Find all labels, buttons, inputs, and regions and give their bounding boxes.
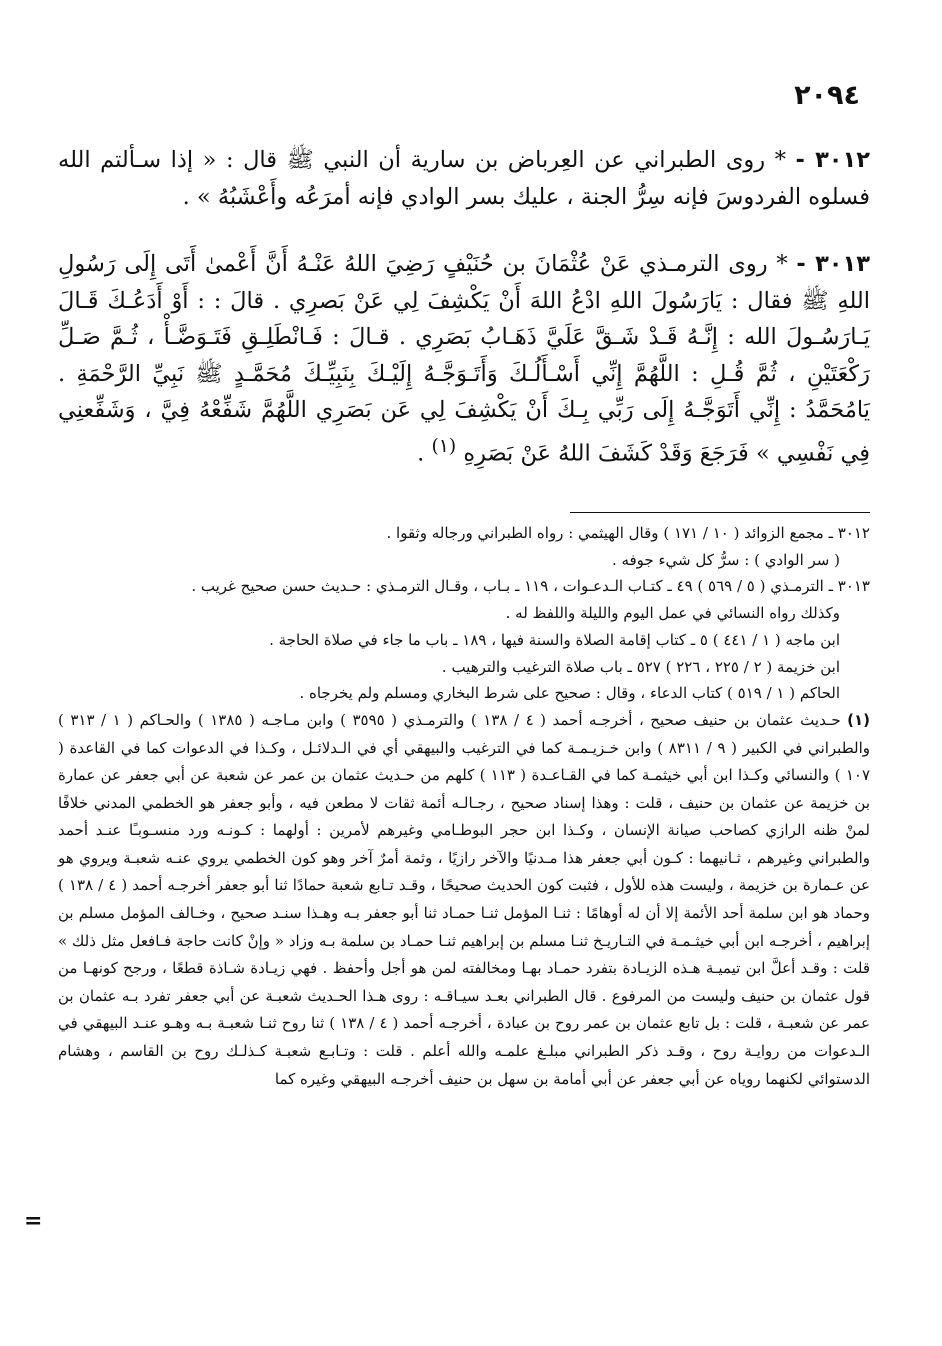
gloss-note-3012: ( سر الوادي ) : سرُّ كل شيء جوفه . xyxy=(611,550,840,569)
source-note-3013-ibn-majah: ابن ماجه ( ١ / ٤٤١ ) ٥ ـ كتاب إقامة الصلاة والسنة فيها ، ١٨٩ ـ باب ما جاء في صلاة الحاجة . xyxy=(269,630,840,649)
hadith-3013 xyxy=(58,246,870,472)
source-note-3012: ٣٠١٢ ـ مجمع الزوائد ( ١٠ / ١٧١ ) وقال الهيثمي : رواه الطبراني ورجاله وثقوا . xyxy=(386,524,870,542)
source-note-3013-ibn-khuzaymah: ابن خزيمة ( ٢ / ٢٢٥ ، ٢٢٦ ) ٥٢٧ ـ باب صلاة الترغيب والترهيب . xyxy=(441,657,840,676)
footnote-text: حـديث عثمان بن حنيف صحيح ، أخرجـه أحمد ( ٤ / ١٣٨ ) والترمـذي ( ٣٥٩٥ ) وابن مـاجـه ( ١٣٨٥ ) والحـاكم ( ١ / ٣١٣ ) والطبراني في الكبير ( ٩ / ٨٣١١ ) وابن خـزيـمـة كما في الترغيب والبيهقي أي في الـدلائـل ، وكـذا في الدعوات كما في القاعدة ( ١٠٧ ) والنسائي وكـذا ابن أبي خيثمـة كما في القـاعـدة ( ١١٣ ) كلهم من حـديث عثمان بن عمر عن شعبة عن أبي جعفر عن عمارة بن خزيمة عن عثمان بن حنيف ، قلت : وهذا إسناد صحيح ، رجـالـه أئمة ثقات لا مطعن فيه ، وأبو جعفر هو الخطمي المدني خلافًا لمنْ ظنه الرازي كصاحب صيانة الإنسان ، وكـذا ابن حجر البوطـامي وغيرهم لأمرين : أولهما : كـونـه ورد منسـوبـًا عنـد أحمد والطبراني وغيرهم ، ثـانيهما : كـون أبي جعفر هذا مـدنيًا والآخر رازيًا ، وثمة أمرٌ آخر وهو كون الخطمي يروي عنـه شعبـة ويروي هو عن عـمارة بن خزيمة ، وليست هذه للأول ، فثبت كون الحديث صحيحًا ، وقـد تـابع شعبة حمادًا ثنا أبو جعفر أخرجـه أحمد ( ٤ / ١٣٨ ) وحماد هو ابن سلمة أحد الأئمة إلا أن له أوهامًا : ثنـا المؤمل ثنـا حمـاد ثنا أبو جعفر بـه وهـذا سنـد صحيح ، وخـالف المؤمل مسلم بن إبراهيم ، أخرجـه ابن أبي خيثـمـة في التـاريـخ ثنـا مسلم بن إبراهيم ثنـا حمـاد بن سلمة بـه وزاد « وإنْ كانت حاجة فـافعل مثل ذلك » قلت : وقـد أعلَّ ابن تيميـة هـذه الزيـادة بتفرد حمـاد بهـا ومخالفته لمن هو أجل وأحفظ . فهي زيـادة شـاذة قطعًا ، ورجح كونهـا من قول عثمان بن حنيف وليست من المرفوع . قال الطبراني بعـد سيـاقـه : روى هـذا الحـديث شعبـة عن أبي جعفر تفرد بـه عثمان بن عمر عن شعبـة ، قلت : بل تابع عثمان بن عمر روح بن عبادة ، أخرجـه أحمد ( ٤ / ١٣٨ ) ثنا روح ثنـا شعبـة بـه وهـو عنـد البيهقي في الـدعوات من روايـة روح ، وقـد ذكر الطبراني مبلـغ علمـه والله أعلم . قلت : وتـابـع شعبـة كـذلـك روح بن القاسم ، وهشام الدستوائي لكنهما روياه عن أبي جعفر عن أبي أمامة بن سهل بن حنيف أخرجـه البيهقي وغيره كما xyxy=(58,710,871,1088)
hadith-text: * روى الطبراني عن العِرباض بن سارية أن النبي ﷺ قال : « إذا سـألتم الله فسلوه الفردوسَ فإنه سِرُّ الجنة ، عليك بسر الوادي فإنه أمرَعُه وأَعْشَبُهُ » . xyxy=(58,147,870,210)
continuation-mark: = xyxy=(24,1208,43,1234)
footnote-1 xyxy=(58,707,870,1093)
footnote-number: (١) xyxy=(847,710,871,729)
page-number: ٢٠٩٤ xyxy=(794,80,860,111)
source-note-3013-nasai: وكذلك رواه النسائي في عمل اليوم والليلة واللفظ له . xyxy=(505,604,840,623)
footnote-divider xyxy=(570,512,870,513)
hadith-number: ٣٠١٣ - xyxy=(796,251,870,277)
hadith-text: * روى الترمـذي عَنْ عُثْمَانَ بن حُنَيْفٍ رَضِيَ اللهُ عَنْـهُ أَنَّ أَعْمىٰ أَتَى إِلَى رَسُولِ اللهِ ﷺ فقال : يَارَسُولَ اللهِ ادْعُ اللهَ أَنْ يَكْشِفَ لِي عَنْ بَصرِي . قالَ : : أَوْ أَدَعُـكَ قَـالَ يَـارَسُـولَ الله : إِنَّـهُ قَـدْ شَـقَّ عَلَيَّ ذَهَـابُ بَصَرِي . قـالَ : فَـانْطَلِـقِ فَتَـوَضَّـأْ ، ثُـمَّ صَـلِّ رَكْعَتَيْنِ ، ثُمَّ قُـلِ : اللَّهُمَّ إِنِّي أَسْـأَلُـكَ وَأَتَـوَجَّـهُ إِلَيْـكَ بِنَبِيِّـكَ مُحَمَّـدٍ ﷺ نَبِيِّ الرَّحْمَةِ . يَامُحَمَّدُ : إِنِّي أَتَوَجَّـهُ إِلَى رَبِّي بِـكَ أَنْ يَكْشِفَ لِي عَن بَصَرِي اللَّهُمَّ شَفِّعْهُ فِيَّ ، وَشَفِّعنِي فِي نَفْسِي » فَرَجَعَ وَقَدْ كَشَفَ اللهُ عَنْ بَصَرِهِ xyxy=(58,251,870,466)
hadith-3012 xyxy=(58,142,870,215)
footnotes-section xyxy=(58,520,870,1093)
footnote-reference: (١) xyxy=(431,435,457,457)
hadith-end: . xyxy=(417,440,425,466)
source-note-3013-hakim: الحاكم ( ١ / ٥١٩ ) كتاب الدعاء ، وقال : صحيح على شرط البخاري ومسلم ولم يخرجاه . xyxy=(299,684,840,703)
hadith-number: ٣٠١٢ - xyxy=(795,147,871,173)
source-note-3013: ٣٠١٣ ـ الترمـذي ( ٥ / ٥٦٩ ) ٤٩ ـ كتـاب الـدعـوات ، ١١٩ ـ بـاب ، وقـال الترمـذي : حـديث حسن صحيح غريب . xyxy=(191,577,870,596)
